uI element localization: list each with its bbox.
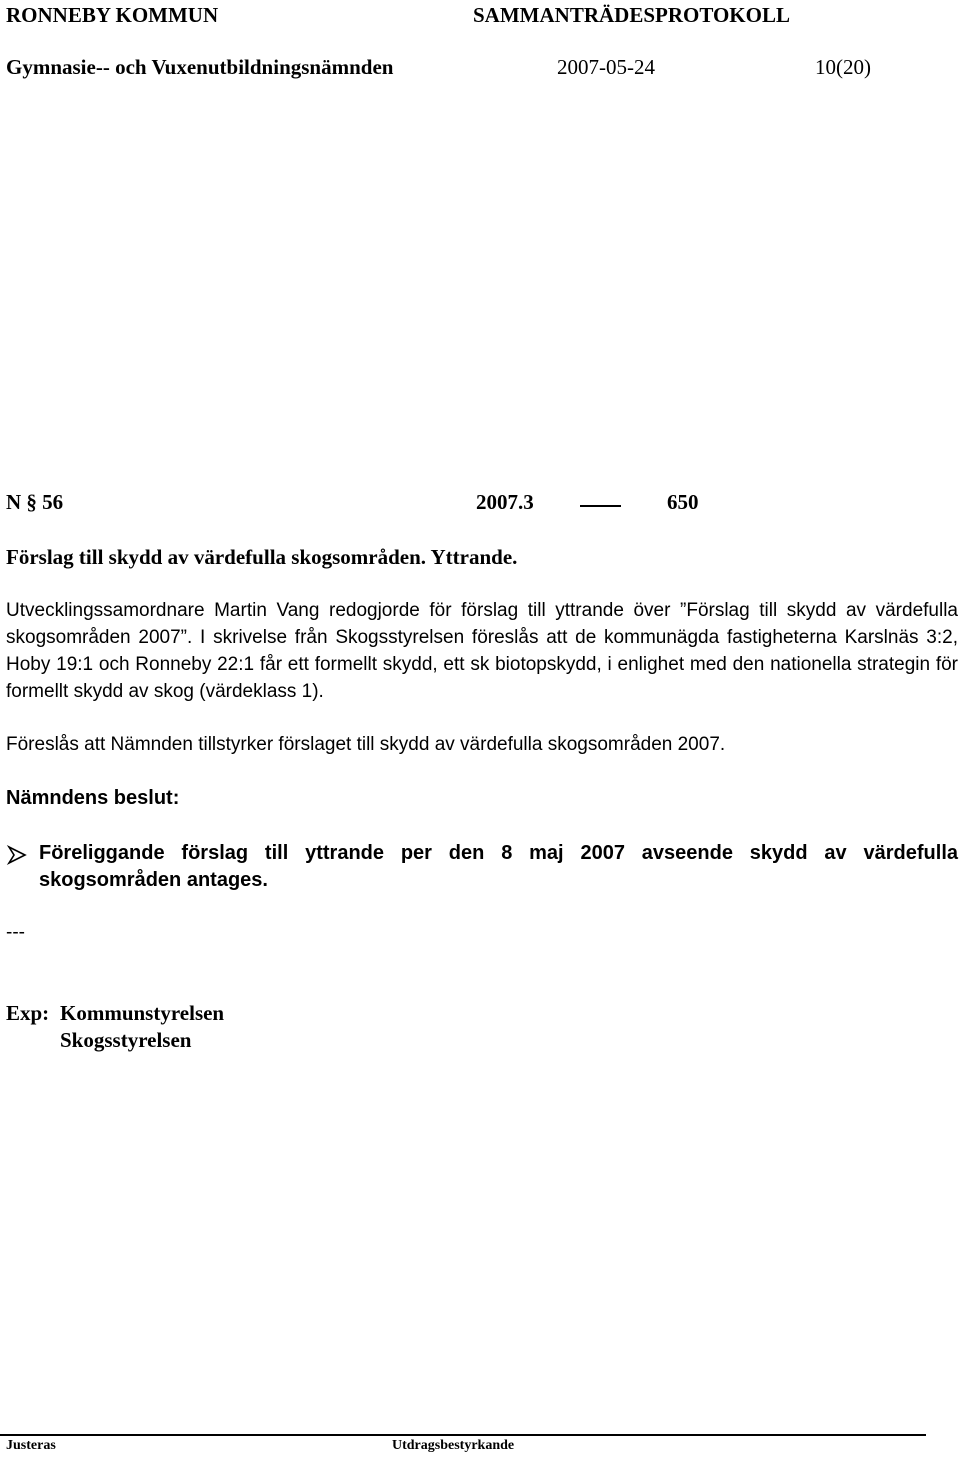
distribution-label: Exp: <box>6 1001 50 1025</box>
committee-name: Gymnasie-- och Vuxenutbildningsnämnden <box>6 55 394 79</box>
body-paragraph-2: Föreslås att Nämnden tillstyrker förslaget till skydd av värdefulla skogsområden 2007. <box>6 734 726 755</box>
arrowhead-bullet-icon <box>6 844 28 866</box>
meeting-date: 2007-05-24 <box>557 55 655 79</box>
decision-bullet-text: Föreliggande förslag till yttrande per den 8 maj 2007 avseende skydd av värdefulla skogsområden antages. <box>39 842 958 891</box>
paragraph-symbol: N § 56 <box>6 490 64 514</box>
body-paragraph-1: Utvecklingssamordnare Martin Vang redogjorde för förslag till yttrande över ”Förslag till skydd av värdefulla skogsområden 2007”. I skrivelse från Skogsstyrelsen föreslås att de kommunägda fastigheterna Karslnäs 3:2, Hoby 19:1 och Ronneby 22:1 får ett formellt skydd, ett sk biotopskydd, i enlighet med den nationella strategin för formellt skydd av skog (värdeklass 1). <box>6 600 958 702</box>
recipient-kommunstyrelsen: Kommunstyrelsen <box>60 1001 225 1025</box>
document-type: SAMMANTRÄDESPROTOKOLL <box>473 3 790 27</box>
footer-justeras: Justeras <box>6 1438 56 1453</box>
organization-name: RONNEBY KOMMUN <box>6 3 219 27</box>
item-title: Förslag till skydd av värdefulla skogsområden. Yttrande. <box>6 545 518 569</box>
footer-rule <box>0 1434 926 1436</box>
item-reference: 2007.3 <box>476 490 534 514</box>
decision-heading: Nämndens beslut: <box>6 787 180 809</box>
footer-utdragsbestyrkande: Utdragsbestyrkande <box>392 1438 515 1453</box>
item-number: 650 <box>667 490 699 514</box>
page-number: 10(20) <box>815 55 871 79</box>
recipient-skogsstyrelsen: Skogsstyrelsen <box>60 1028 192 1052</box>
reference-dash <box>580 505 621 507</box>
separator: --- <box>6 922 25 943</box>
